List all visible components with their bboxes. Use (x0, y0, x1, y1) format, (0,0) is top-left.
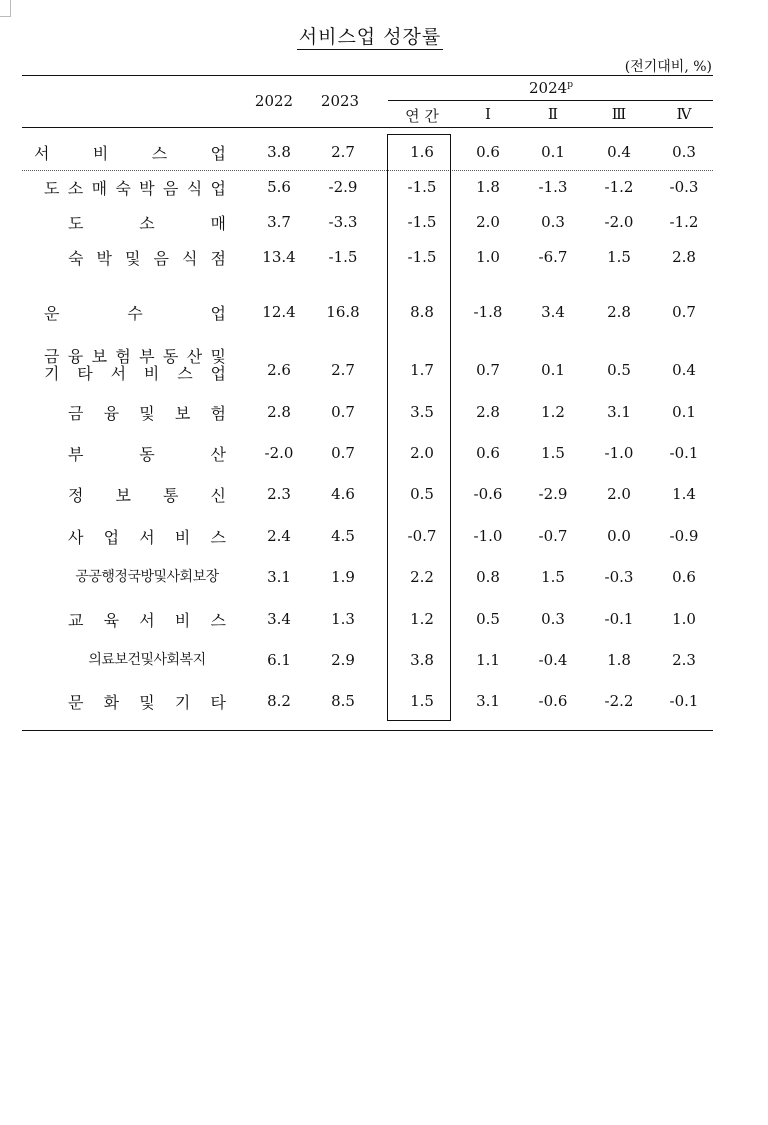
cell-2022: 3.1 (267, 568, 291, 586)
cell-q1: 0.6 (476, 444, 500, 462)
label-char: 융 (67, 347, 84, 366)
header-annual: 연 간 (405, 107, 439, 125)
label-char: 소 (67, 179, 84, 198)
cell-q1: 1.0 (476, 248, 500, 266)
label-char: 비 (174, 611, 191, 630)
cell-q3: 0.4 (607, 143, 631, 161)
cell-q2: -0.6 (538, 692, 568, 710)
cell-q3: 1.5 (607, 248, 631, 266)
label-char: 금 (68, 404, 84, 423)
label-char: 및 (139, 404, 155, 423)
cell-2023: 0.7 (331, 444, 355, 462)
cell-annual: -0.7 (407, 527, 437, 545)
cell-annual: 8.8 (410, 303, 434, 321)
row-label: 공공행정국방및사회보장 (75, 569, 219, 585)
label-char: 박 (96, 249, 112, 268)
cell-q3: 3.1 (607, 403, 631, 421)
label-char: 보 (91, 347, 108, 366)
table-row-real-estate (0, 442, 768, 464)
row-label (68, 690, 226, 713)
header-2022: 2022 (254, 92, 294, 110)
cell-2023: 8.5 (331, 692, 355, 710)
label-char: 서 (139, 611, 155, 630)
cell-2022: 5.6 (267, 178, 291, 196)
table-row-culture-other (0, 690, 768, 712)
cell-2022: 2.4 (267, 527, 291, 545)
cell-q4: -1.2 (669, 213, 699, 231)
row-label-line1 (44, 348, 226, 365)
cell-q3: 2.0 (607, 485, 631, 503)
label-char: 매 (210, 214, 226, 233)
cell-2023: 1.3 (331, 610, 355, 628)
cell-q4: 0.4 (672, 361, 696, 379)
label-char: 산 (186, 347, 203, 366)
header-2024 (521, 79, 581, 97)
cell-q4: -0.1 (669, 692, 699, 710)
cell-annual: 1.5 (410, 692, 434, 710)
cell-2022: 3.7 (267, 213, 291, 231)
cell-annual: -1.5 (407, 213, 437, 231)
label-char: 스 (210, 611, 226, 630)
label-char: 교 (68, 611, 84, 630)
label-char: 업 (210, 144, 226, 163)
cell-q2: 1.5 (541, 568, 565, 586)
label-char: 및 (139, 693, 155, 712)
cell-annual: 2.0 (410, 444, 434, 462)
cell-q3: 1.8 (607, 651, 631, 669)
label-char: 신 (210, 486, 226, 505)
label-char: 기 (44, 364, 60, 383)
label-char: 타 (77, 364, 93, 383)
cell-q3: -1.2 (604, 178, 634, 196)
row-label (44, 301, 226, 324)
label-char: 박 (139, 179, 155, 198)
cell-q4: 0.1 (672, 403, 696, 421)
label-char: 점 (210, 249, 226, 268)
label-char: 부 (139, 347, 155, 366)
cell-q2: -2.9 (538, 485, 568, 503)
row-label: 의료보건및사회복지 (88, 652, 206, 668)
cell-annual: 0.5 (410, 485, 434, 503)
cell-2023: 2.7 (331, 361, 355, 379)
label-char: 업 (210, 304, 226, 323)
header-q4: Ⅳ (676, 105, 692, 123)
row-label (44, 348, 226, 382)
table-row-education (0, 608, 768, 630)
label-char: 사 (68, 528, 84, 547)
label-char: 스 (177, 364, 193, 383)
cell-2022: 8.2 (267, 692, 291, 710)
label-char: 업 (103, 528, 120, 547)
cell-q4: 0.7 (672, 303, 696, 321)
cell-q3: -2.2 (604, 692, 634, 710)
label-char: 및 (125, 249, 141, 268)
label-char: 소 (139, 214, 155, 233)
table-bottom-rule (22, 730, 713, 731)
cell-annual: 3.8 (410, 651, 434, 669)
table-top-rule (22, 75, 713, 76)
cell-2022: 6.1 (267, 651, 291, 669)
cell-q1: 0.7 (476, 361, 500, 379)
label-char: 부 (68, 445, 84, 464)
table-row-public-admin-defense (0, 566, 768, 588)
label-char: 기 (174, 693, 191, 712)
cell-annual: 2.2 (410, 568, 434, 586)
label-char: 타 (210, 693, 226, 712)
cell-2022: 3.8 (267, 143, 291, 161)
label-char: 정 (68, 486, 84, 505)
header-q3: Ⅲ (611, 105, 627, 123)
cell-2022: 2.8 (267, 403, 291, 421)
label-char: 동 (139, 445, 155, 464)
cell-q3: -2.0 (604, 213, 634, 231)
cell-q1: 3.1 (476, 692, 500, 710)
cell-q3: -0.1 (604, 610, 634, 628)
row-label (68, 246, 226, 269)
cell-q2: 1.2 (541, 403, 565, 421)
label-char: 숙 (115, 179, 131, 198)
header-q1: Ⅰ (485, 105, 491, 123)
label-char: 스 (151, 144, 168, 163)
label-char: 숙 (68, 249, 84, 268)
row-label (68, 211, 226, 234)
label-char: 도 (44, 179, 60, 198)
table-title-wrap (0, 22, 740, 49)
cell-2023: 4.5 (331, 527, 355, 545)
row-label (68, 401, 226, 424)
label-char: 보 (115, 486, 131, 505)
cell-q4: 2.8 (672, 248, 696, 266)
label-char: 산 (210, 445, 226, 464)
table-row-finance-insurance (0, 401, 768, 423)
header-q2: Ⅱ (547, 105, 559, 123)
cell-2022: -2.0 (264, 444, 294, 462)
cell-2023: 16.8 (326, 303, 360, 321)
cell-q1: 2.0 (476, 213, 500, 231)
row-label (68, 442, 226, 465)
cell-2023: 0.7 (331, 403, 355, 421)
label-char: 통 (163, 486, 179, 505)
cell-q2: 0.1 (541, 143, 565, 161)
cell-q4: -0.3 (669, 178, 699, 196)
row-label (68, 483, 226, 506)
cell-q3: -0.3 (604, 568, 634, 586)
table-title: 서비스업 성장률 (298, 26, 442, 48)
label-char: 수 (127, 304, 143, 323)
cell-q1: -1.0 (473, 527, 503, 545)
label-char: 보 (174, 404, 191, 423)
label-char: 융 (103, 404, 120, 423)
label-char: 도 (68, 214, 84, 233)
cell-q1: 1.1 (476, 651, 500, 669)
cell-q2: -1.3 (538, 178, 568, 196)
table-row-wholesale-retail-accommodation (0, 176, 768, 198)
row-label (44, 176, 226, 199)
label-char: 서 (139, 528, 155, 547)
cell-q2: 1.5 (541, 444, 565, 462)
cell-q1: 1.8 (476, 178, 500, 196)
cell-annual: 3.5 (410, 403, 434, 421)
header-mid-rule (388, 100, 713, 101)
row-label (68, 608, 226, 631)
label-char: 음 (153, 249, 169, 268)
label-char: 음 (162, 179, 179, 198)
label-char: 육 (103, 611, 120, 630)
label-char: 업 (210, 179, 226, 198)
cell-q2: 0.3 (541, 610, 565, 628)
cell-annual: 1.6 (410, 143, 434, 161)
row-label (68, 525, 226, 548)
label-char: 비 (174, 528, 191, 547)
cell-2022: 3.4 (267, 610, 291, 628)
table-row-services (0, 141, 768, 163)
header-2024-prelim-mark: p (567, 80, 573, 90)
table-row-finance-realestate-other (0, 347, 768, 383)
header-2023: 2023 (320, 92, 360, 110)
label-char: 서 (110, 364, 127, 383)
table-row-information-communication (0, 483, 768, 505)
cell-2022: 2.6 (267, 361, 291, 379)
cell-2022: 12.4 (262, 303, 296, 321)
cell-2023: 1.9 (331, 568, 355, 586)
cell-2022: 2.3 (267, 485, 291, 503)
label-char: 비 (143, 364, 160, 383)
cell-2023: 2.7 (331, 143, 355, 161)
cell-2023: 2.9 (331, 651, 355, 669)
label-char: 동 (162, 347, 179, 366)
cell-q1: -0.6 (473, 485, 503, 503)
cell-q4: 2.3 (672, 651, 696, 669)
header-2024-year: 2024 (529, 79, 568, 97)
cell-q2: 3.4 (541, 303, 565, 321)
cell-2022: 13.4 (262, 248, 296, 266)
cell-q1: 0.5 (476, 610, 500, 628)
label-char: 비 (92, 144, 109, 163)
cell-q3: 2.8 (607, 303, 631, 321)
unit-note: (전기대비, %) (624, 59, 712, 75)
label-char: 험 (115, 347, 131, 366)
cell-q1: 0.8 (476, 568, 500, 586)
cell-2023: -1.5 (328, 248, 358, 266)
cell-annual: 1.7 (410, 361, 434, 379)
label-char: 서 (34, 144, 50, 163)
cell-q2: 0.1 (541, 361, 565, 379)
header-bottom-rule (22, 127, 713, 128)
cell-2023: -3.3 (328, 213, 358, 231)
cell-q1: 2.8 (476, 403, 500, 421)
row-label-line2 (44, 365, 226, 382)
cell-q4: -0.1 (669, 444, 699, 462)
label-char: 화 (103, 693, 120, 712)
label-char: 식 (186, 179, 203, 198)
cell-q2: -0.4 (538, 651, 568, 669)
table-row-business-services (0, 525, 768, 547)
cell-annual: -1.5 (407, 178, 437, 196)
cell-q4: 1.0 (672, 610, 696, 628)
label-char: 매 (91, 179, 108, 198)
cell-q3: 0.5 (607, 361, 631, 379)
cell-q1: 0.6 (476, 143, 500, 161)
table-row-wholesale-retail (0, 211, 768, 233)
cell-q4: 1.4 (672, 485, 696, 503)
table-row-health-social-welfare (0, 649, 768, 671)
table-row-accommodation-food (0, 246, 768, 268)
table-row-transportation (0, 301, 768, 323)
dotted-separator (22, 170, 713, 171)
cell-annual: -1.5 (407, 248, 437, 266)
row-label (34, 141, 226, 164)
cell-q4: 0.3 (672, 143, 696, 161)
cell-2023: 4.6 (331, 485, 355, 503)
cell-q2: 0.3 (541, 213, 565, 231)
label-char: 스 (210, 528, 226, 547)
label-char: 및 (210, 347, 226, 366)
cell-q2: -6.7 (538, 248, 568, 266)
label-char: 운 (44, 304, 60, 323)
cell-q4: 0.6 (672, 568, 696, 586)
cell-q3: -1.0 (604, 444, 634, 462)
label-char: 업 (210, 364, 226, 383)
label-char: 험 (210, 404, 226, 423)
label-char: 문 (68, 693, 84, 712)
page-corner-mark (0, 0, 11, 17)
label-char: 식 (182, 249, 198, 268)
cell-2023: -2.9 (328, 178, 358, 196)
cell-q2: -0.7 (538, 527, 568, 545)
label-char: 금 (44, 347, 60, 366)
cell-q4: -0.9 (669, 527, 699, 545)
cell-annual: 1.2 (410, 610, 434, 628)
cell-q3: 0.0 (607, 527, 631, 545)
cell-q1: -1.8 (473, 303, 503, 321)
